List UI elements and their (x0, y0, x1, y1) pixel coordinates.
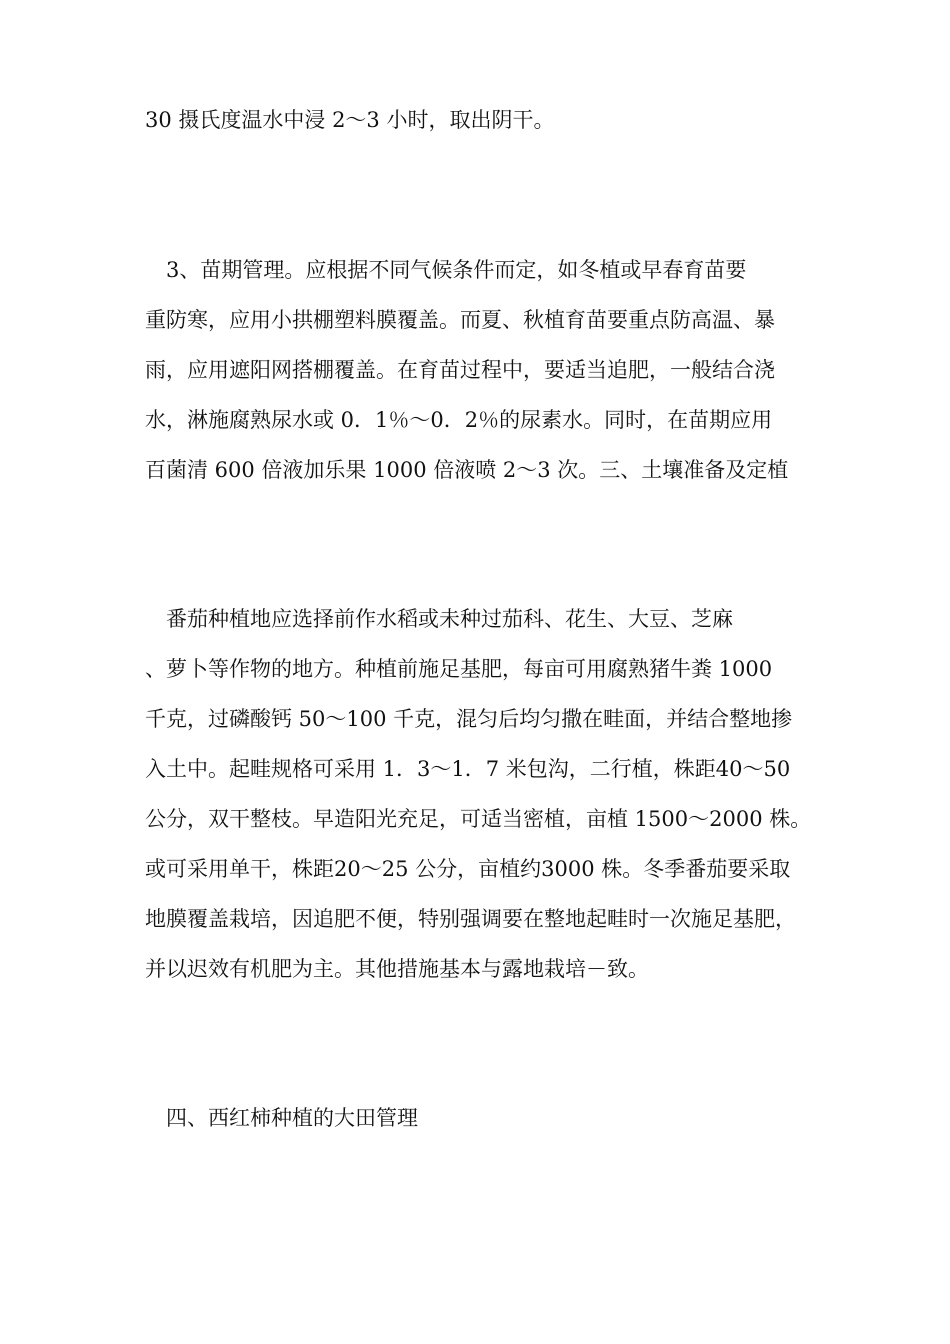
paragraph-seed-soak-line-1: 30 摄氏度温水中浸 2～3 小时，取出阴干。 (145, 108, 555, 132)
paragraph-seedling-line-2: 重防寒，应用小拱棚塑料膜覆盖。而夏、秋植育苗要重点防高温、暴 (145, 308, 775, 332)
paragraph-soil-line-8: 并以迟效有机肥为主。其他措施基本与露地栽培－致。 (145, 957, 649, 981)
paragraph-seedling-line-5: 百菌清 600 倍液加乐果 1000 倍液喷 2～3 次。三、土壤准备及定植 (145, 458, 789, 482)
paragraph-soil-line-2: 、萝卜等作物的地方。种植前施足基肥，每亩可用腐熟猪牛粪 1000 (145, 657, 773, 681)
paragraph-seedling-line-3: 雨，应用遮阳网搭棚覆盖。在育苗过程中，要适当追肥，一般结合浇 (145, 358, 775, 382)
paragraph-soil-line-6: 或可采用单干，株距20～25 公分，亩植约3000 株。冬季番茄要采取 (145, 857, 791, 881)
paragraph-seedling-line-4: 水，淋施腐熟尿水或 0．1％～0．2％的尿素水。同时，在苗期应用 (145, 408, 773, 432)
paragraph-seedling-line-1: 3、苗期管理。应根据不同气候条件而定，如冬植或早春育苗要 (145, 258, 747, 282)
paragraph-soil-line-5: 公分，双干整枝。早造阳光充足，可适当密植，亩植 1500～2000 株。 (145, 807, 812, 831)
paragraph-soil-line-4: 入土中。起畦规格可采用 1．3～1．7 米包沟，二行植，株距40～50 (145, 757, 791, 781)
section-heading-field-management: 四、西红柿种植的大田管理 (145, 1106, 418, 1130)
paragraph-soil-line-7: 地膜覆盖栽培，因追肥不便，特别强调要在整地起畦时一次施足基肥， (145, 907, 796, 931)
paragraph-soil-line-3: 千克，过磷酸钙 50～100 千克，混匀后均匀撒在畦面，并结合整地掺 (145, 707, 793, 731)
paragraph-soil-line-1: 番茄种植地应选择前作水稻或未种过茄科、花生、大豆、芝麻 (145, 607, 733, 631)
